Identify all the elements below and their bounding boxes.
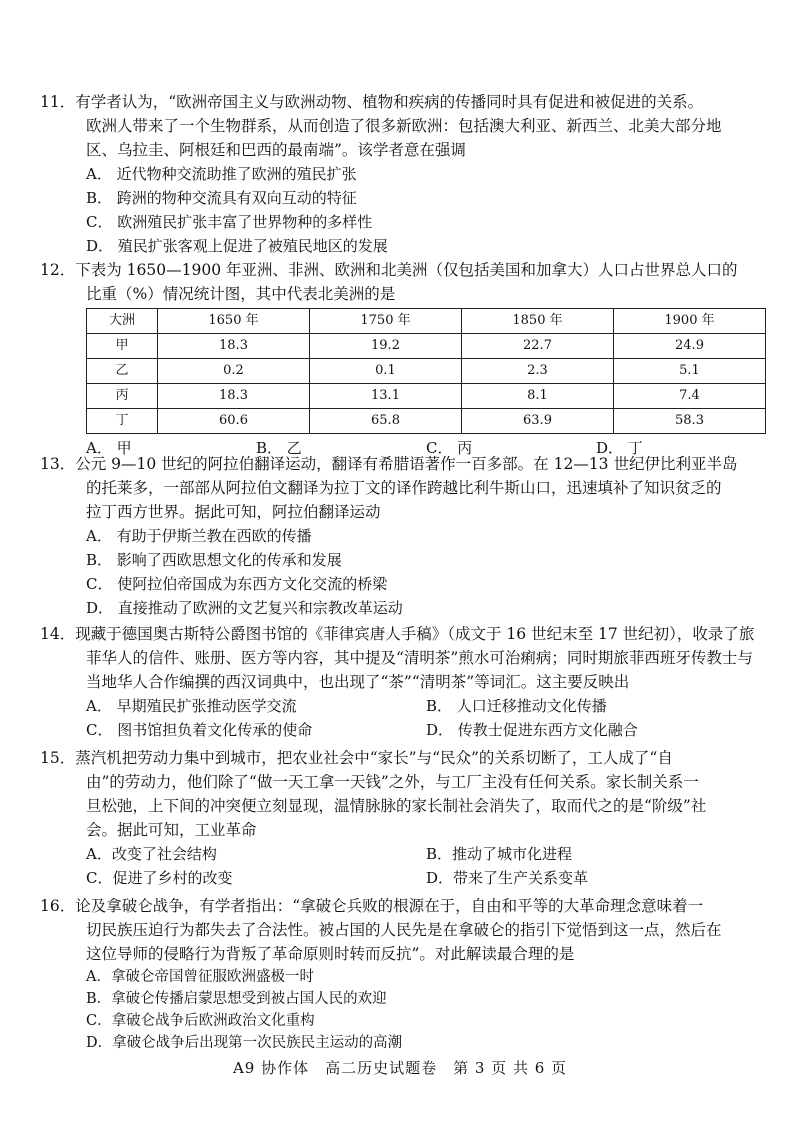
option-b[interactable]: B． 乙 — [256, 439, 302, 457]
table-cell: 乙 — [87, 359, 158, 384]
question-stem-line: 切民族压迫行为都失去了合法性。被占国的人民先是在拿破仑的指引下觉悟到这一点，然后在 — [86, 921, 722, 939]
question-stem-line: 拉丁西方世界。据此可知，阿拉伯翻译运动 — [86, 503, 381, 521]
table-header: 1900 年 — [614, 309, 766, 334]
table-cell: 63.9 — [462, 409, 614, 434]
option-c[interactable]: C． 图书馆担负着文化传承的使命 — [86, 721, 313, 739]
option-d[interactable]: D．拿破仑战争后出现第一次民族民主运动的高潮 — [86, 1035, 403, 1051]
option-c[interactable]: C． 丙 — [426, 439, 473, 457]
question-stem-line: 的托莱多，一部部从阿拉伯文翻译为拉丁文的译作跨越比利牛斯山口，迅速填补了知识贫乏的 — [86, 479, 722, 497]
option-d[interactable]: D． 传教士促进东西方文化融合 — [426, 721, 638, 739]
table-row — [87, 384, 766, 409]
question-stem-line: 由”的劳动力，他们除了“做一天工拿一天钱”之外，与工厂主没有任何关系。家长制关系一 — [86, 773, 699, 791]
option-a[interactable]: A． 早期殖民扩张推动医学交流 — [86, 697, 297, 715]
population-table — [86, 308, 766, 434]
option-b[interactable]: B．拿破仑传播启蒙思想受到被占国人民的欢迎 — [86, 991, 387, 1007]
table-cell: 丙 — [87, 384, 158, 409]
table-cell: 60.6 — [158, 409, 310, 434]
question-stem-line: 当地华人合作编撰的西汉词典中，也出现了“茶”“清明茶”等词汇。这主要反映出 — [86, 673, 630, 691]
question-stem: 12．下表为 1650—1900 年亚洲、非洲、欧洲和北美洲（仅包括美国和加拿大）人口占世界总人口的 — [40, 261, 738, 279]
option-c[interactable]: C．拿破仑战争后欧洲政治文化重构 — [86, 1013, 315, 1029]
table-cell: 0.2 — [158, 359, 310, 384]
table-cell: 22.7 — [462, 334, 614, 359]
option-a[interactable]: A． 有助于伊斯兰教在西欧的传播 — [86, 527, 312, 545]
question-stem-line: 欧洲人带来了一个生物群系，从而创造了很多新欧洲：包括澳大利亚、新西兰、北美大部分地 — [86, 117, 722, 135]
table-cell: 8.1 — [462, 384, 614, 409]
option-d[interactable]: D． 直接推动了欧洲的文艺复兴和宗教改革运动 — [86, 599, 403, 617]
page-footer: A9 协作体 高二历史试题卷 第 3 页 共 6 页 — [232, 1059, 568, 1077]
table-cell: 2.3 — [462, 359, 614, 384]
question-stem: 15．蒸汽机把劳动力集中到城市，把农业社会中“家长”与“民众”的关系切断了，工人成了“自 — [40, 749, 673, 767]
table-cell: 18.3 — [158, 384, 310, 409]
question-stem: 16．论及拿破仑战争，有学者指出：“拿破仑兵败的根源在于，自由和平等的大革命理念意味着一 — [40, 897, 704, 915]
options-row — [40, 718, 770, 742]
question-number: 14． — [40, 625, 76, 643]
table-cell: 19.2 — [310, 334, 462, 359]
question-15 — [40, 746, 770, 890]
question-stem: 14．现藏于德国奥古斯特公爵图书馆的《菲律宾唐人手稿》（成文于 16 世纪末至 17 世纪初），收录了旅 — [40, 625, 755, 643]
table-header-row — [87, 309, 766, 334]
question-11 — [40, 90, 770, 258]
table-header: 1750 年 — [310, 309, 462, 334]
option-d[interactable]: D． 丁 — [596, 439, 643, 457]
table-cell: 13.1 — [310, 384, 462, 409]
question-stem-line: 这位导师的侵略行为背叛了革命原则时转而反抗”。对此解读最合理的是 — [86, 945, 575, 963]
table-cell: 甲 — [87, 334, 158, 359]
option-b[interactable]: B．推动了城市化进程 — [426, 845, 573, 863]
option-d[interactable]: D． 殖民扩张客观上促进了被殖民地区的发展 — [86, 237, 388, 255]
table-cell: 18.3 — [158, 334, 310, 359]
option-c[interactable]: C．促进了乡村的改变 — [86, 869, 233, 887]
question-stem-line: 比重（%）情况统计图，其中代表北美洲的是 — [86, 285, 396, 303]
table-row — [87, 334, 766, 359]
question-stem-line: 区、乌拉圭、阿根廷和巴西的最南端”。该学者意在强调 — [86, 141, 466, 159]
option-c[interactable]: C． 使阿拉伯帝国成为东西方文化交流的桥梁 — [86, 575, 388, 593]
question-stem: 13．公元 9—10 世纪的阿拉伯翻译运动，翻译有希腊语著作一百多部。在 12—13 世纪伊比利亚半岛 — [40, 455, 738, 473]
question-number: 15． — [40, 749, 76, 767]
table-header: 大洲 — [87, 309, 158, 334]
options-row — [40, 842, 770, 866]
table-cell: 0.1 — [310, 359, 462, 384]
table-header: 1850 年 — [462, 309, 614, 334]
table-cell: 7.4 — [614, 384, 766, 409]
option-b[interactable]: B． 人口迁移推动文化传播 — [426, 697, 607, 715]
question-16 — [40, 894, 770, 1054]
table-row — [87, 409, 766, 434]
option-a[interactable]: A． 甲 — [86, 439, 132, 457]
table-cell: 58.3 — [614, 409, 766, 434]
table-row — [87, 359, 766, 384]
question-stem-line: 菲华人的信件、账册、医方等内容，其中提及“清明茶”煎水可治痢病；同时期旅菲西班牙传教士与 — [86, 649, 753, 667]
question-number: 13． — [40, 455, 76, 473]
options-row — [40, 694, 770, 718]
question-number: 12． — [40, 261, 76, 279]
question-number: 11． — [40, 93, 76, 111]
question-12 — [40, 258, 770, 460]
options-row — [40, 866, 770, 890]
question-stem-line: 会。据此可知，工业革命 — [86, 821, 257, 839]
option-b[interactable]: B． 跨洲的物种交流具有双向互动的特征 — [86, 189, 357, 207]
table-cell: 24.9 — [614, 334, 766, 359]
question-number: 16． — [40, 897, 76, 915]
table-cell: 5.1 — [614, 359, 766, 384]
question-stem-line: 旦松弛，上下间的冲突便立刻显现，温情脉脉的家长制社会消失了，取而代之的是“阶级”社 — [86, 797, 707, 815]
option-a[interactable]: A．拿破仑帝国曾征服欧洲盛极一时 — [86, 969, 314, 985]
option-a[interactable]: A． 近代物种交流助推了欧洲的殖民扩张 — [86, 165, 357, 183]
option-c[interactable]: C． 欧洲殖民扩张丰富了世界物种的多样性 — [86, 213, 373, 231]
option-d[interactable]: D．带来了生产关系变革 — [426, 869, 589, 887]
table-header: 1650 年 — [158, 309, 310, 334]
question-14 — [40, 622, 770, 742]
option-a[interactable]: A．改变了社会结构 — [86, 845, 217, 863]
table-cell: 65.8 — [310, 409, 462, 434]
question-13 — [40, 452, 770, 620]
option-b[interactable]: B． 影响了西欧思想文化的传承和发展 — [86, 551, 342, 569]
table-cell: 丁 — [87, 409, 158, 434]
question-stem: 11．有学者认为，“欧洲帝国主义与欧洲动物、植物和疾病的传播同时具有促进和被促进的关系。 — [40, 93, 704, 111]
